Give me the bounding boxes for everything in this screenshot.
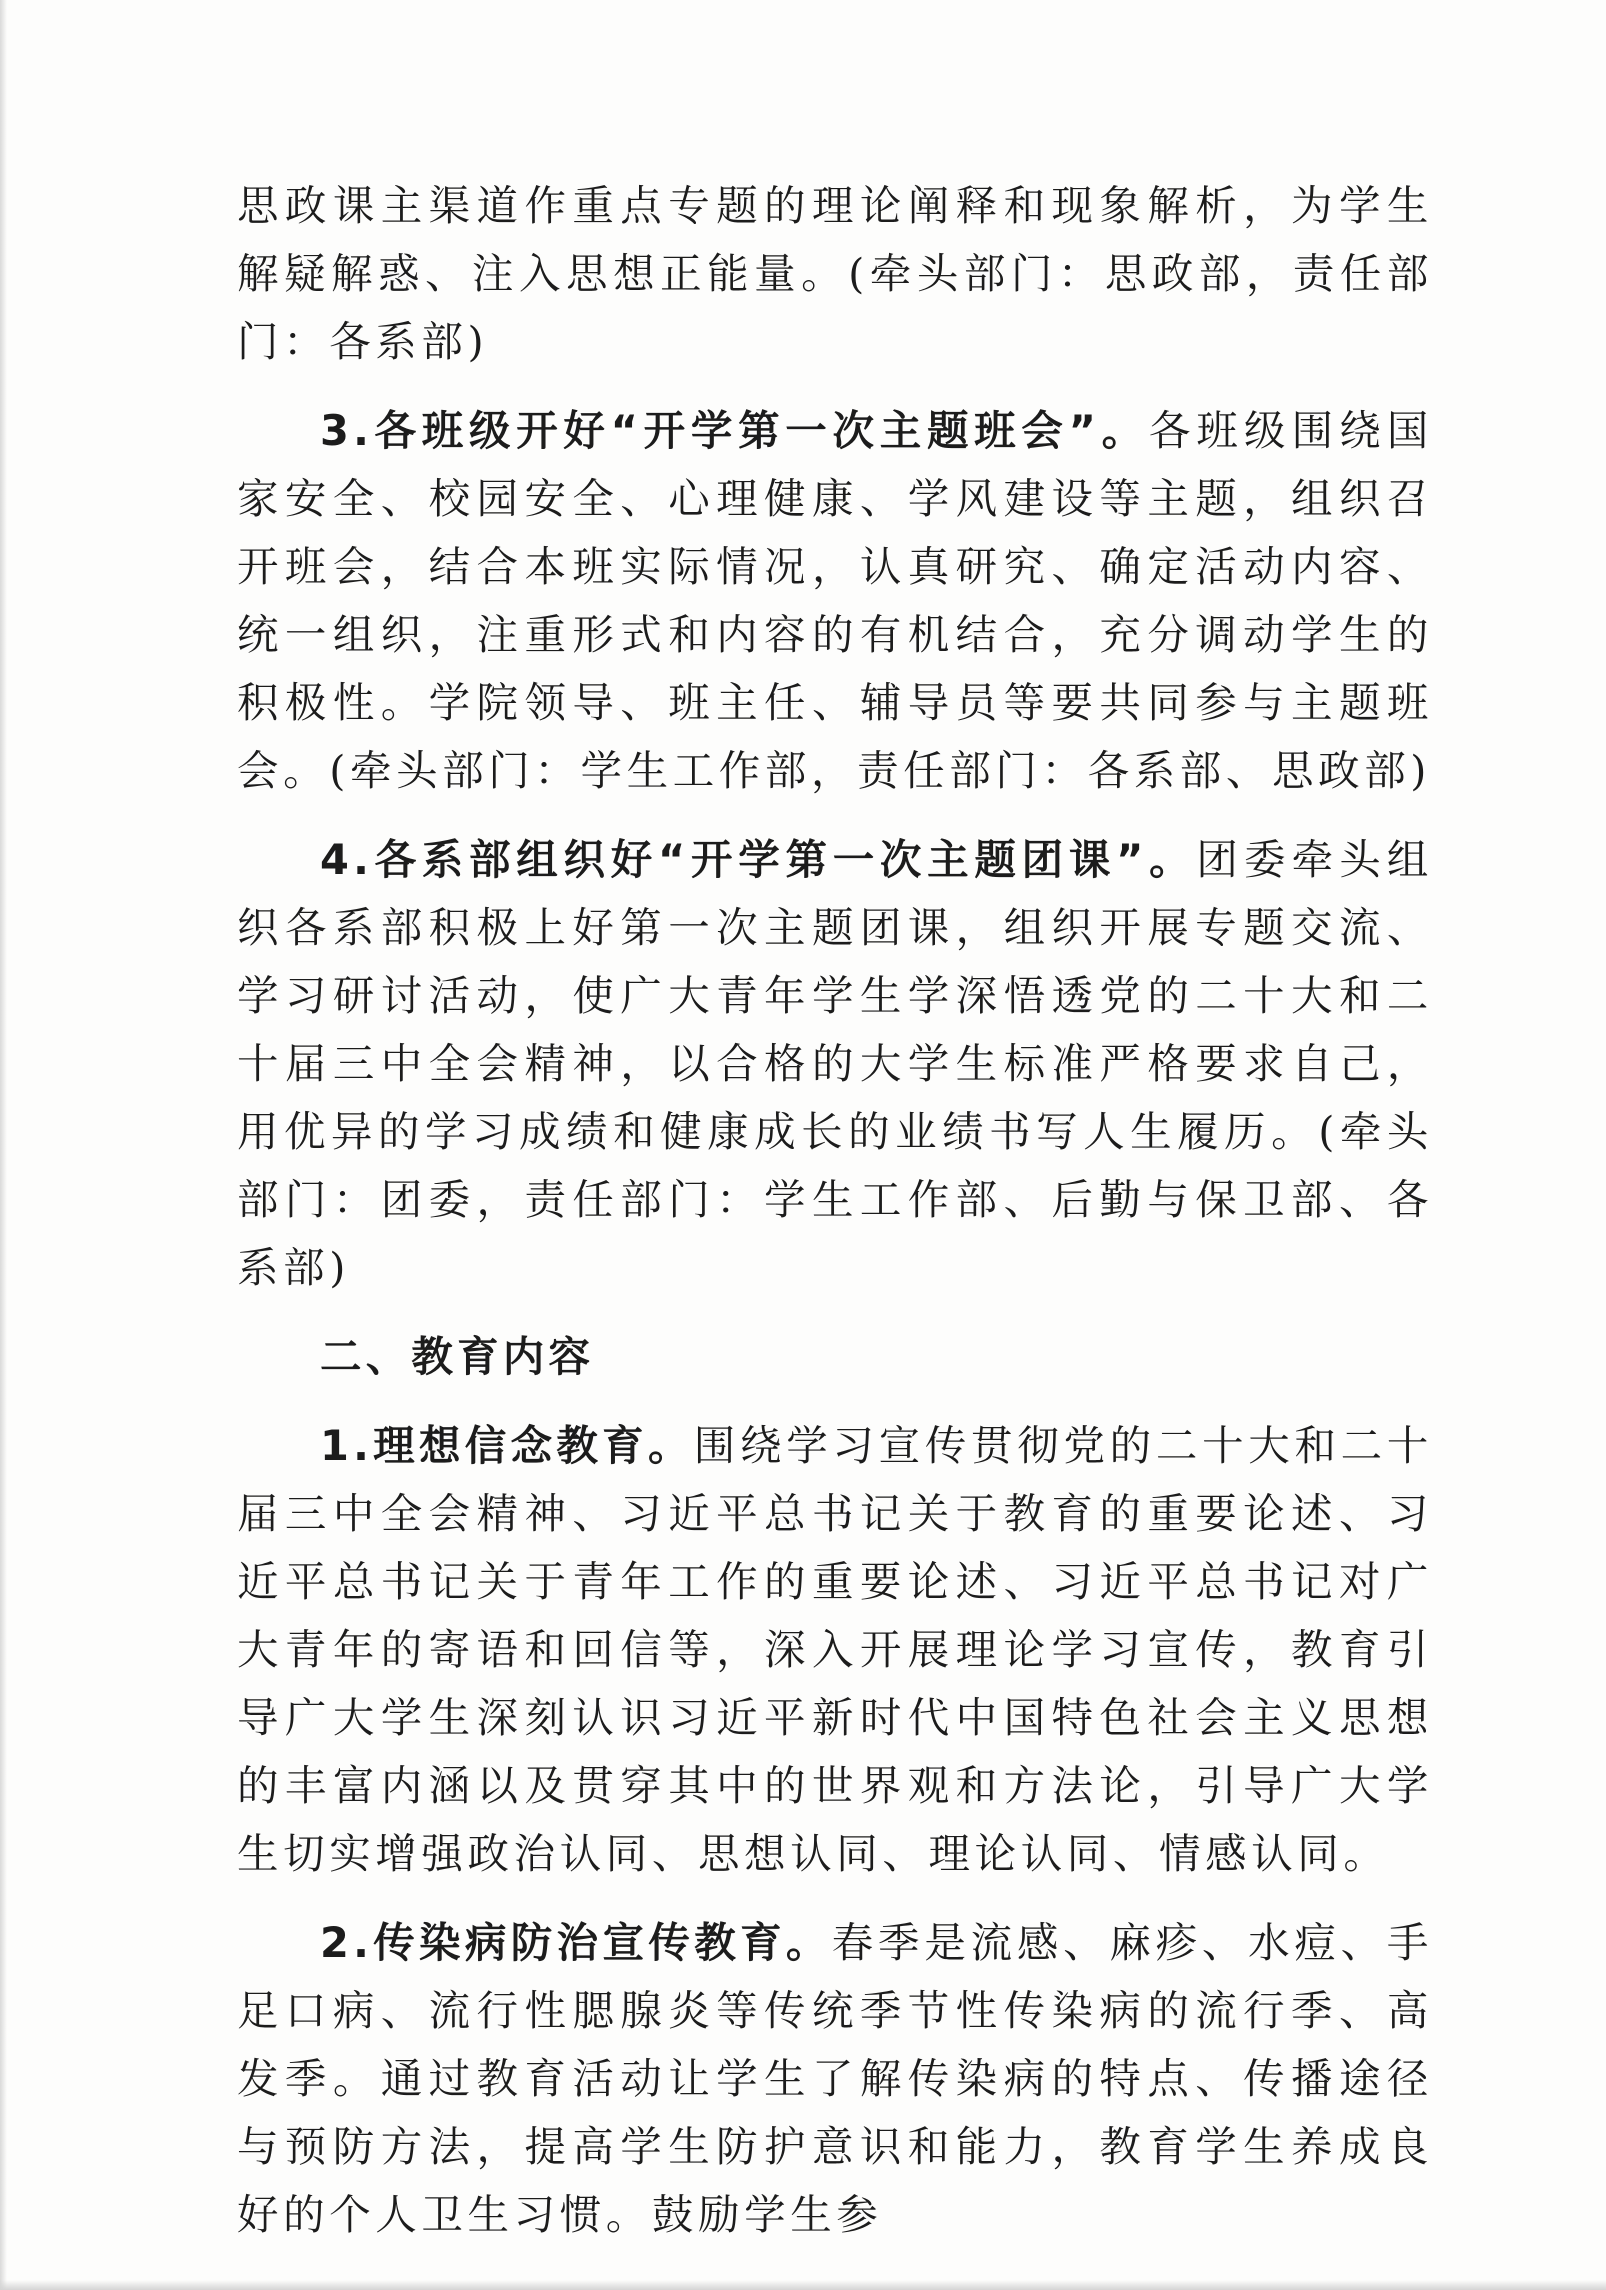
- content-2-lead: 2.传染病防治宣传教育。: [320, 1918, 832, 1967]
- item-4-paragraph: [237, 826, 1433, 1302]
- content-1-paragraph: [237, 1412, 1433, 1888]
- item-3-body: 各班级围绕国家安全、校园安全、心理健康、学风建设等主题，组织召开班会，结合本班实际情况，认真研究、确定活动内容、统一组织，注重形式和内容的有机结合，充分调动学生的积极性。学院领导、班主任、辅导员等要共同参与主题班会。(牵头部门：学生工作部，责任部门：各系部、思政部): [237, 406, 1433, 795]
- item-4-body: 团委牵头组织各系部积极上好第一次主题团课，组织开展专题交流、学习研讨活动，使广大青年学生学深悟透党的二十大和二十届三中全会精神，以合格的大学生标准严格要求自己，用优异的学习成绩和健康成长的业绩书写人生履历。(牵头部门：团委，责任部门：学生工作部、后勤与保卫部、各系部): [237, 835, 1433, 1292]
- content-2-paragraph: [237, 1909, 1433, 2249]
- scan-edge-shadow-bottom: [0, 2280, 1606, 2290]
- item-4-lead: 4.各系部组织好“开学第一次主题团课”。: [320, 835, 1197, 884]
- content-1-body: 围绕学习宣传贯彻党的二十大和二十届三中全会精神、习近平总书记关于教育的重要论述、习近平总书记关于青年工作的重要论述、习近平总书记对广大青年的寄语和回信等，深入开展理论学习宣传，教育引导广大学生深刻认识习近平新时代中国特色社会主义思想的丰富内涵以及贯穿其中的世界观和方法论，引导广大学生切实增强政治认同、思想认同、理论认同、情感认同。: [237, 1421, 1433, 1878]
- document-body: [237, 172, 1433, 2249]
- content-2-body: 春季是流感、麻疹、水痘、手足口病、流行性腮腺炎等传统季节性传染病的流行季、高发季。通过教育活动让学生了解传染病的特点、传播途径与预防方法，提高学生防护意识和能力，教育学生养成良好的个人卫生习惯。鼓励学生参: [237, 1918, 1433, 2239]
- item-3-lead: 3.各班级开好“开学第一次主题班会”。: [320, 406, 1149, 455]
- section-heading: 二、教育内容: [320, 1332, 595, 1381]
- continuation-paragraph: 思政课主渠道作重点专题的理论阐释和现象解析，为学生解疑解惑、注入思想正能量。(牵头部门：思政部，责任部门：各系部): [237, 181, 1433, 366]
- scan-edge-shadow-left: [0, 0, 7, 2290]
- item-3-paragraph: [237, 397, 1433, 805]
- content-1-lead: 1.理想信念教育。: [320, 1421, 694, 1470]
